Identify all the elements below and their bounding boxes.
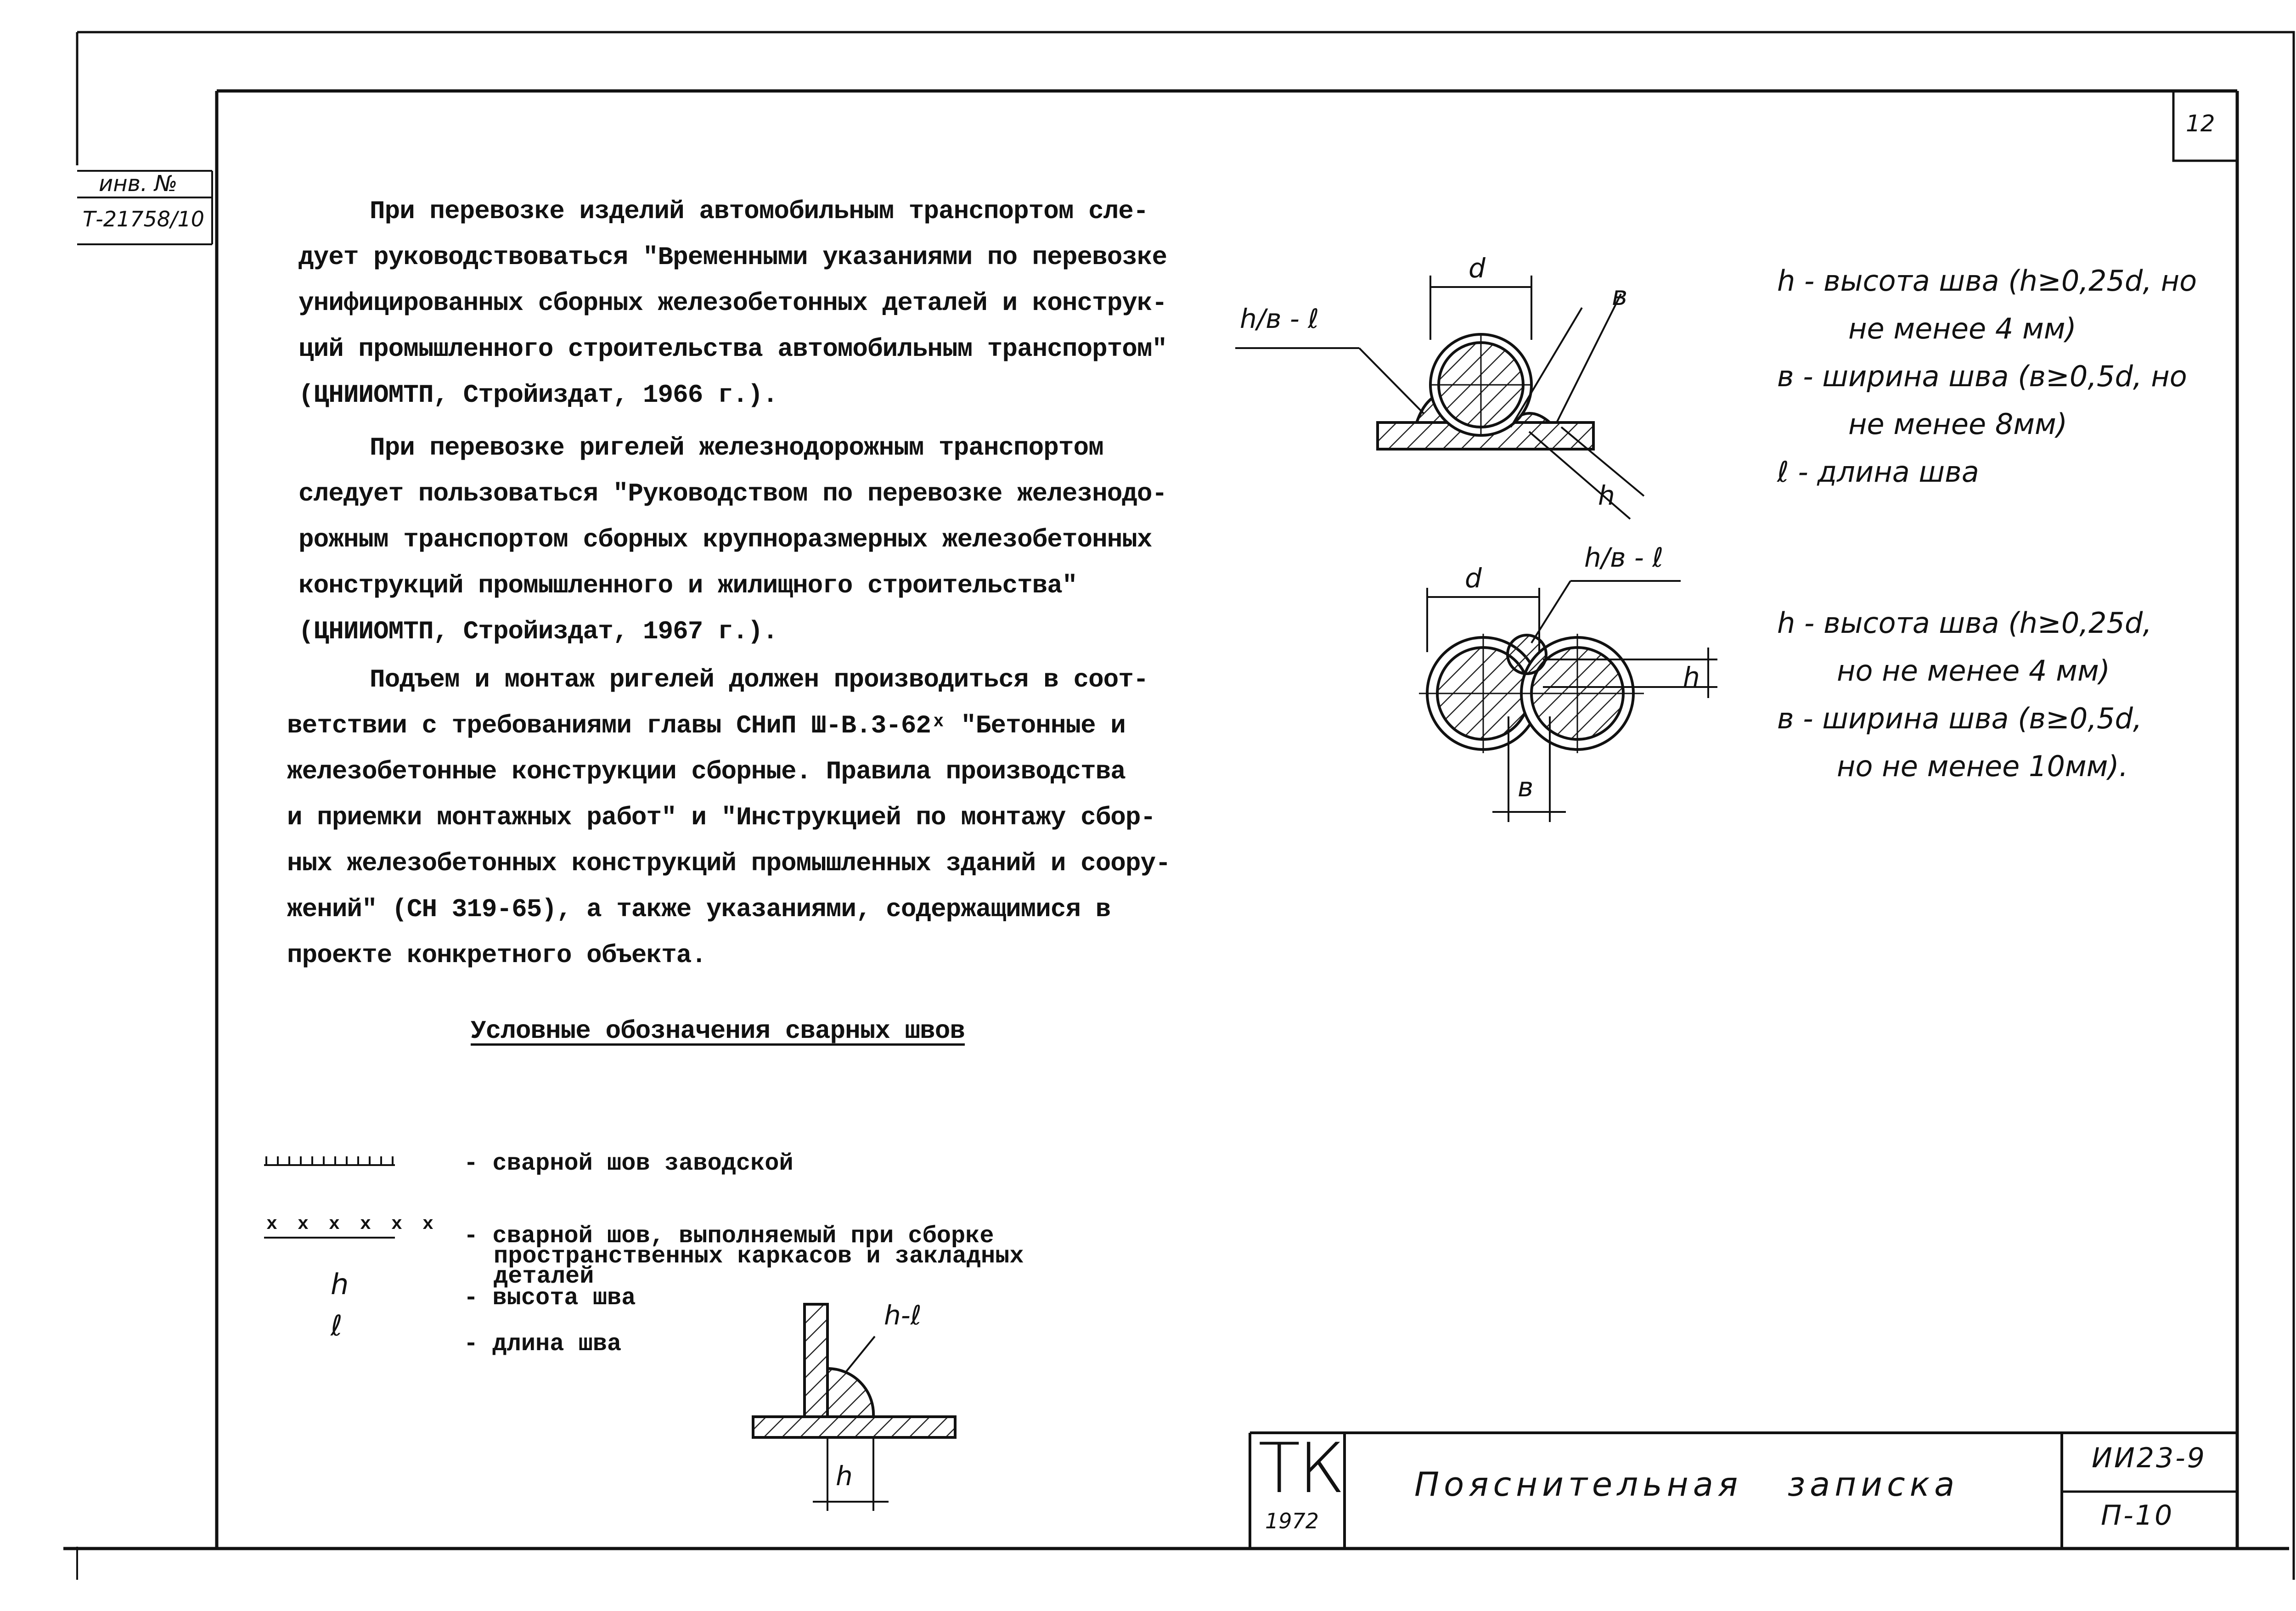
legend-h-description: - высота шва — [464, 1284, 636, 1312]
text-line: ветствии с требованиями главы СНиП Ш-В.3-62ˣ "Бетонные и — [287, 711, 1125, 740]
text-line: ных железобетонных конструкций промышленных зданий и соору- — [287, 849, 1171, 878]
note-line: но не менее 4 мм) — [1837, 654, 2110, 687]
text-line: ций промышленного строительства автомобильным транспортом" — [298, 334, 1167, 364]
diagram1-dim-b: в — [1612, 280, 1628, 311]
note-line: но не менее 10мм). — [1837, 749, 2128, 783]
paragraph-installation — [287, 657, 1171, 978]
note-line: h - высота шва (h≥0,25d, — [1777, 606, 2152, 640]
legend-h-symbol: h — [331, 1267, 349, 1301]
diagram2-notes — [1777, 599, 2152, 790]
diagram1-dim-h: h — [1598, 480, 1615, 511]
text-line: деталей — [494, 1263, 594, 1290]
note-line: в - ширина шва (в≥0,5d, — [1777, 702, 2142, 735]
legend-l-symbol: ℓ — [331, 1309, 343, 1342]
diagram2-leader-label: h/в - ℓ — [1584, 542, 1664, 573]
text-line: - сварной шов, выполняемый при сборке — [464, 1222, 994, 1250]
note-line: h - высота шва (h≥0,25d, но — [1777, 264, 2197, 298]
site-weld-description — [464, 1222, 1024, 1290]
text-line: следует пользоваться "Руководством по перевозке железнодо- — [298, 479, 1167, 508]
text-line: унифицированных сборных железобетонных деталей и конструк- — [298, 288, 1167, 318]
tee-joint-sketch — [753, 1304, 955, 1511]
note-line: не менее 4 мм) — [1848, 312, 2077, 345]
paragraph-rail-transport — [298, 425, 1167, 654]
legend-l-description: - длина шва — [464, 1330, 622, 1358]
diagram1-notes — [1777, 257, 2197, 496]
sheet-number: 12 — [2186, 110, 2215, 137]
inventory-number: Т-21758/10 — [83, 207, 205, 231]
text-line: (ЦНИИОМТП, Стройиздат, 1967 г.). — [298, 617, 778, 646]
text-line: жений" (СН 319-65), а также указаниями, содержащимися в — [287, 895, 1111, 924]
text-line: (ЦНИИОМТП, Стройиздат, 1966 г.). — [298, 380, 778, 410]
title-block-org: ТК — [1258, 1429, 1343, 1509]
factory-weld-symbol — [264, 1156, 395, 1165]
diagram1-dim-d: d — [1469, 253, 1486, 284]
note-line: не менее 8мм) — [1848, 407, 2068, 441]
text-line: При перевозке ригелей железнодорожным транспортом — [370, 433, 1103, 462]
title-block-year: 1972 — [1265, 1509, 1319, 1533]
text-line: Подъем и монтаж ригелей должен производиться в соот- — [370, 665, 1148, 694]
note-line: ℓ - длина шва — [1777, 455, 1979, 489]
tee-weld-label: h-ℓ — [884, 1300, 922, 1331]
title-block-sheet: П-10 — [2101, 1499, 2174, 1532]
text-line: пространственных каркасов и закладных — [494, 1243, 1024, 1270]
text-line: железобетонные конструкции сборные. Правила производства — [287, 757, 1125, 786]
text-line: конструкций промышленного и жилищного строительства" — [298, 571, 1077, 600]
note-line: в - ширина шва (в≥0,5d, но — [1777, 360, 2187, 393]
inventory-label: инв. № — [99, 171, 178, 197]
text-line: дует руководствоваться "Временными указаниями по перевозке — [298, 242, 1167, 272]
title-block-title: Пояснительная записка — [1414, 1465, 1959, 1504]
diagram1-leader-label: h/в - ℓ — [1240, 303, 1319, 334]
title-block-series: ИИ23-9 — [2092, 1442, 2206, 1474]
two-rods-diagram — [1419, 581, 1717, 822]
text-line: проекте конкретного объекта. — [287, 941, 706, 970]
text-line: рожным транспортом сборных крупноразмерных железобетонных — [298, 525, 1152, 554]
text-line: При перевозке изделий автомобильным транспортом сле- — [370, 197, 1148, 226]
diagram2-dim-b: в — [1518, 772, 1534, 803]
diagram2-dim-h: h — [1683, 661, 1700, 693]
text-line: и приемки монтажных работ" и "Инструкцией по монтажу сбор- — [287, 803, 1156, 832]
legend-title: Условные обозначения сварных швов — [471, 1016, 965, 1046]
factory-weld-description: - сварной шов заводской — [464, 1150, 793, 1177]
site-weld-marks: x x x x x x — [266, 1214, 439, 1235]
paragraph-road-transport — [298, 188, 1167, 418]
diagram2-dim-d: d — [1465, 563, 1482, 594]
tee-height-label: h — [836, 1460, 853, 1492]
